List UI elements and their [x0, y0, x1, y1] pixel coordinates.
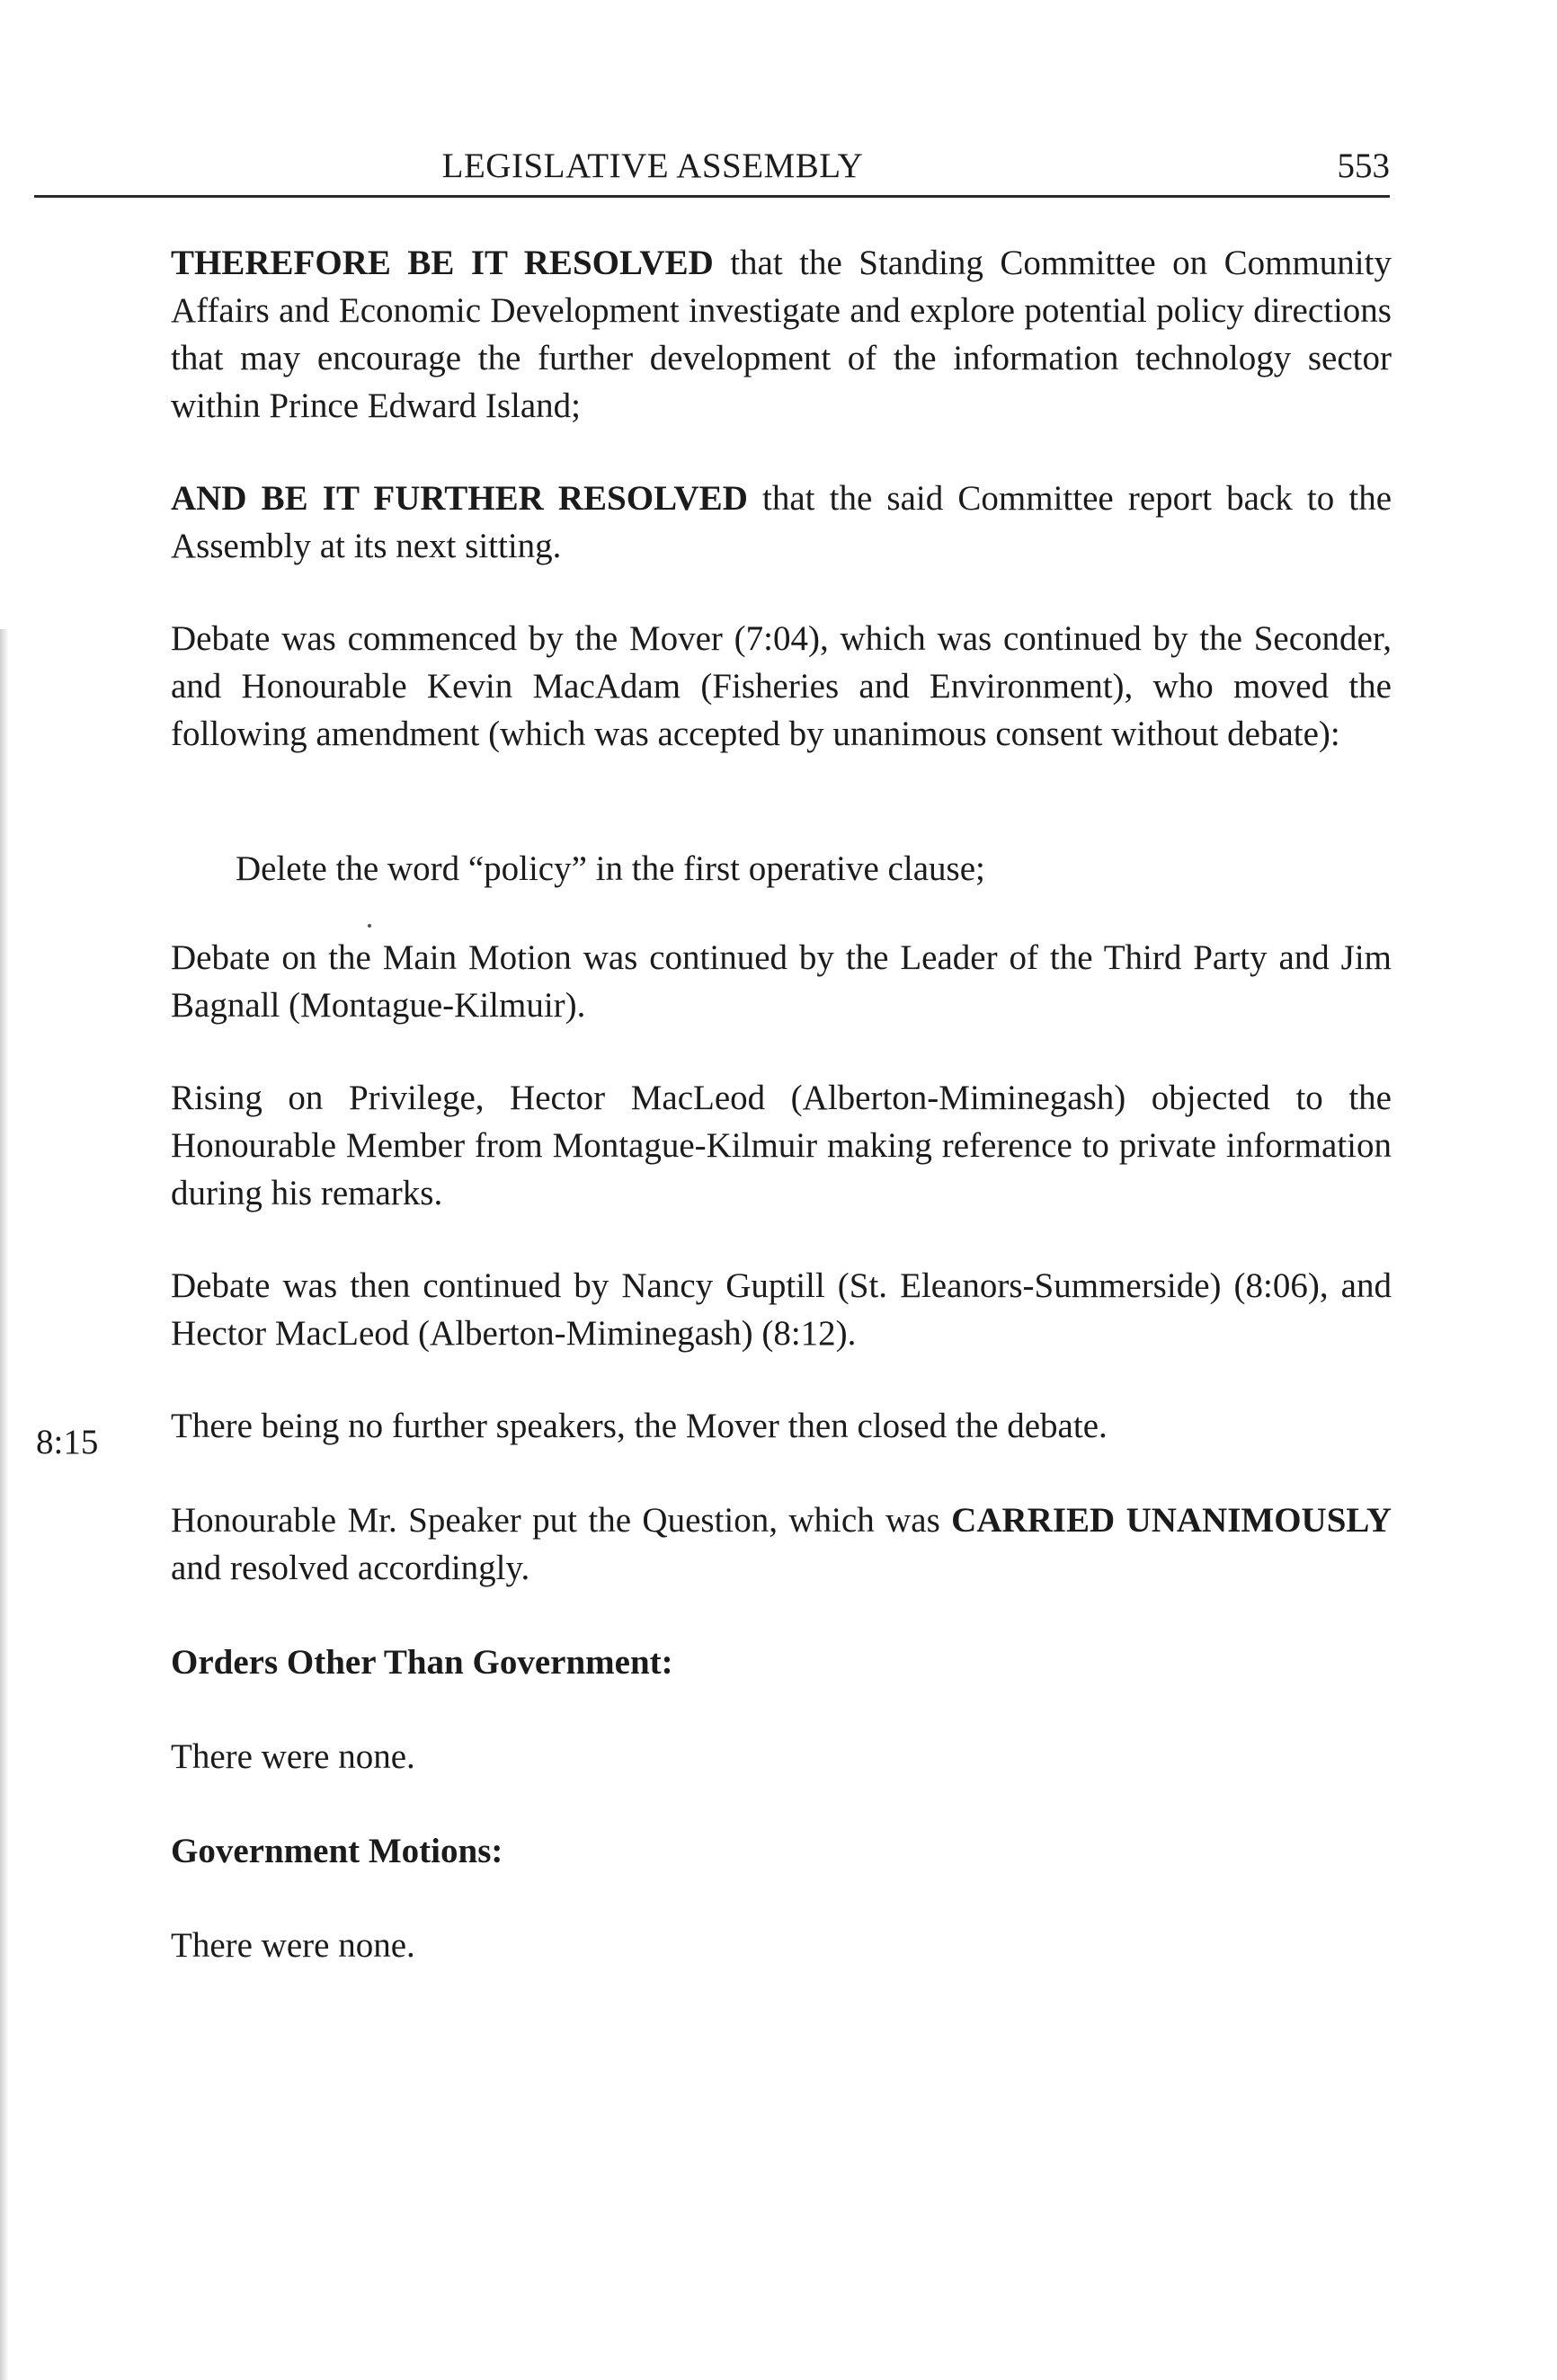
resolved-keyword: THEREFORE BE IT RESOLVED [171, 244, 714, 282]
margin-time-note: 8:15 [36, 1423, 99, 1461]
question-text: Honourable Mr. Speaker put the Question, which was [171, 1501, 952, 1540]
debate-paragraph-1: Debate was commenced by the Mover (7:04), which was continued by the Seconder, and Honourable Kevin MacAdam (Fisheries and Environment), who moved the following amendment (which was accepted by unanimous consent without debate): [171, 619, 1392, 753]
question-result-paragraph [171, 1496, 1392, 1592]
resolution-clause-1-text: that the Standing Committee on Community Affairs and Economic Development investigate and explore potential policy directions that may encourage the further development of the information technology sector within Prince Edward Island; [171, 244, 1392, 425]
carried-unanimously: CARRIED UNANIMOUSLY [951, 1501, 1392, 1540]
orders-other-heading: Orders Other Than Government: [171, 1643, 673, 1682]
closing-debate-paragraph: There being no further speakers, the Mover then closed the debate. [171, 1407, 1108, 1445]
page-edge-shadow [0, 629, 9, 2380]
resolution-clause-2-text: that the said Committee report back to the Assembly at its next sitting. [171, 479, 1392, 565]
orders-other-text: There were none. [171, 1737, 415, 1776]
government-motions-heading: Government Motions: [171, 1832, 503, 1870]
page-header [167, 144, 1390, 194]
debate-paragraph-2: Debate on the Main Motion was continued by the Leader of the Third Party and Jim Bagnall (Montague-Kilmuir). [171, 938, 1392, 1025]
further-resolved-keyword: AND BE IT FURTHER RESOLVED [171, 479, 748, 518]
resolution-clause-1 [171, 239, 1392, 430]
privilege-paragraph: Rising on Privilege, Hector MacLeod (Alberton-Miminegash) objected to the Honourable Member from Montague-Kilmuir making reference to private information during his remarks. [171, 1079, 1392, 1212]
question-tail: and resolved accordingly. [171, 1549, 530, 1587]
debate-paragraph-3: Debate was then continued by Nancy Guptill (St. Eleanors-Summerside) (8:06), and Hector MacLeod (Alberton-Miminegash) (8:12). [171, 1266, 1392, 1353]
header-rule [34, 195, 1390, 198]
page-body [171, 239, 1392, 1969]
page-number: 553 [1337, 147, 1390, 185]
resolution-clause-2 [171, 475, 1392, 570]
amendment-text: Delete the word “policy” in the first operative clause; [236, 849, 985, 888]
government-motions-text: There were none. [171, 1926, 415, 1965]
header-title: LEGISLATIVE ASSEMBLY [441, 147, 864, 185]
